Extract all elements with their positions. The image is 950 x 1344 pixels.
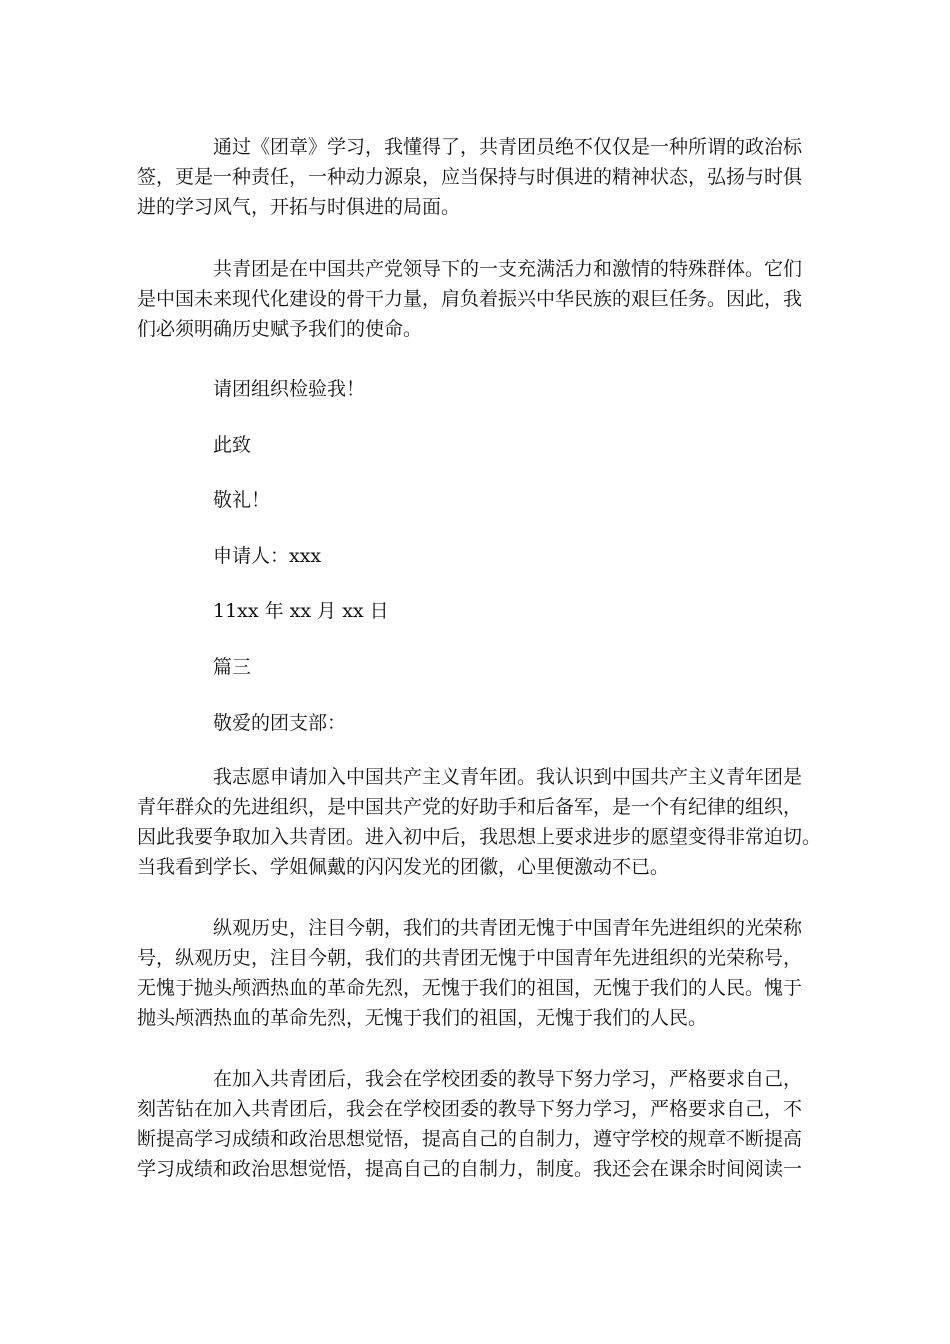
paragraph-5: [137, 1064, 827, 1184]
paragraph-line: 因此我要争取加入共青团。进入初中后，我思想上要求进步的愿望变得非常迫切。: [137, 826, 822, 848]
paragraph-line: 在加入共青团后，我会在学校团委的教导下努力学习，严格要求自己，: [213, 1068, 803, 1090]
paragraph-2: [137, 254, 827, 344]
paragraph-line: 纵观历史，注目今朝，我们的共青团无愧于中国青年先进组织的光荣称: [213, 917, 803, 939]
paragraph-line: 通过《团章》学习，我懂得了，共青团员绝不仅仅是一种所谓的政治标: [213, 136, 803, 158]
salutation-line: 敬爱的团支部：: [213, 712, 347, 734]
paragraph-4: [137, 913, 827, 1033]
paragraph-3: [137, 762, 827, 882]
jingli-line: 敬礼！: [213, 489, 271, 511]
paragraph-line: 我志愿申请加入中国共产主义青年团。我认识到中国共产主义青年团是: [213, 766, 803, 788]
request-line: 请团组织检验我！: [213, 378, 366, 400]
paragraph-line: 号，纵观历史，注目今朝，我们的共青团无愧于中国青年先进组织的光荣称号，: [137, 947, 803, 969]
paragraph-line: 抛头颅洒热血的革命先烈，无愧于我们的祖国，无愧于我们的人民。: [137, 1007, 708, 1029]
paragraph-line: 进的学习风气，开拓与时俱进的局面。: [137, 196, 461, 218]
paragraph-line: 是中国未来现代化建设的骨干力量，肩负着振兴中华民族的艰巨任务。因此，我: [137, 288, 803, 310]
paragraph-line: 共青团是在中国共产党领导下的一支充满活力和激情的特殊群体。它们: [213, 258, 803, 280]
section-heading: 篇三: [213, 656, 252, 678]
paragraph-line: 当我看到学长、学姐佩戴的闪闪发光的团徽，心里便激动不已。: [137, 856, 670, 878]
date-line: 11xx 年 xx 月 xx 日: [213, 600, 389, 622]
paragraph-line: 签，更是一种责任，一种动力源泉，应当保持与时俱进的精神状态，弘扬与时俱: [137, 166, 803, 188]
paragraph-line: 刻苦钻在加入共青团后，我会在学校团委的教导下努力学习，严格要求自己，不: [137, 1098, 803, 1120]
paragraph-line: 无愧于抛头颅洒热血的革命先烈，无愧于我们的祖国，无愧于我们的人民。愧于: [137, 977, 803, 999]
paragraph-line: 青年群众的先进组织，是中国共产党的好助手和后备军，是一个有纪律的组织，: [137, 796, 803, 818]
paragraph-line: 们必须明确历史赋予我们的使命。: [137, 318, 423, 340]
paragraph-1: [137, 132, 827, 222]
cizhi-line: 此致: [213, 434, 252, 456]
paragraph-line: 断提高学习成绩和政治思想觉悟，提高自己的自制力，遵守学校的规章不断提高: [137, 1128, 803, 1150]
applicant-line: 申请人：xxx: [213, 545, 322, 567]
paragraph-line: 学习成绩和政治思想觉悟，提高自己的自制力，制度。我还会在课余时间阅读一: [137, 1158, 803, 1180]
